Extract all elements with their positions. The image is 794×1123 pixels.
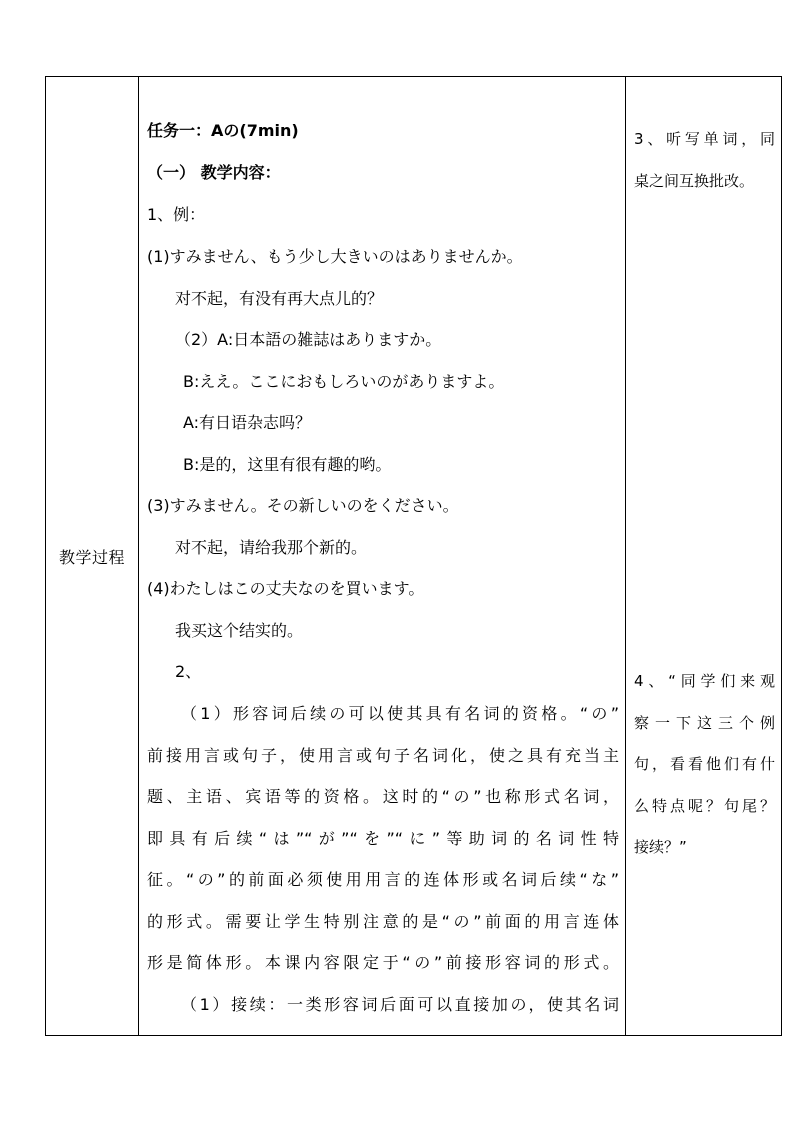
note-3-line: 桌之间互换批改。: [634, 172, 755, 190]
content-cell: [139, 77, 626, 1036]
paragraph-line: 征。“の”的前面必须使用用言的连体形或名词后续“な”: [147, 870, 619, 889]
note-4-line: 么特点呢？句尾？: [634, 797, 775, 815]
example-4-jp: (4)わたしはこの丈夫なのを買います。: [147, 579, 425, 598]
paragraph-line: 即具有后续“は”“が”“を”“に”等助词的名词性特: [147, 829, 619, 848]
item1-label: 1、例：: [147, 205, 206, 224]
paragraph-line: 题、主语、宾语等的资格。这时的“の”也称形式名词，: [147, 787, 619, 806]
example-2-b-cn: B:是的，这里有很有趣的哟。: [183, 455, 392, 474]
note-4-line: 接续？”: [634, 838, 687, 856]
example-2-b-jp: B:ええ。ここにおもしろいのがありますよ。: [183, 372, 505, 391]
example-3-cn: 对不起，请给我那个新的。: [175, 538, 368, 557]
paragraph-line: 形是简体形。本课内容限定于“の”前接形容词的形式。: [147, 953, 619, 972]
example-3-jp: (3)すみません。その新しいのをください。: [147, 496, 459, 515]
stage-label: 教学过程: [58, 547, 125, 567]
paragraph-line: 的形式。需要让学生特别注意的是“の”前面的用言连体: [147, 912, 619, 931]
note-4-line: 察一下这三个例: [634, 714, 775, 732]
stage-label-cell: [46, 77, 139, 1036]
example-1-cn: 对不起，有没有再大点儿的？: [175, 289, 384, 308]
connect-line: （1）接续：一类形容词后面可以直接加の，使其名词: [181, 995, 619, 1014]
note-3-line: 3、听写单词，同: [634, 130, 775, 148]
note-4-line: 4、“同学们来观: [634, 672, 775, 690]
section-title: （一） 教学内容：: [147, 163, 281, 182]
example-1-jp: (1)すみません、もう少し大きいのはありませんか。: [147, 247, 523, 266]
task-title: 任务一：Aの(7min): [147, 121, 299, 140]
example-2-a-jp: （2）A:日本語の雑誌はありますか。: [175, 330, 442, 349]
paragraph-line: 前接用言或句子，使用言或句子名词化，使之具有充当主: [147, 746, 619, 765]
notes-cell: [626, 77, 782, 1036]
paragraph-line: （1）形容词后续の可以使其具有名词的资格。“の”: [181, 704, 619, 723]
example-4-cn: 我买这个结实的。: [175, 621, 304, 640]
item2-label: 2、: [175, 662, 202, 681]
lesson-plan-table: [45, 76, 782, 1036]
example-2-a-cn: A:有日语杂志吗？: [183, 413, 312, 432]
note-4-line: 句，看看他们有什: [634, 755, 775, 773]
